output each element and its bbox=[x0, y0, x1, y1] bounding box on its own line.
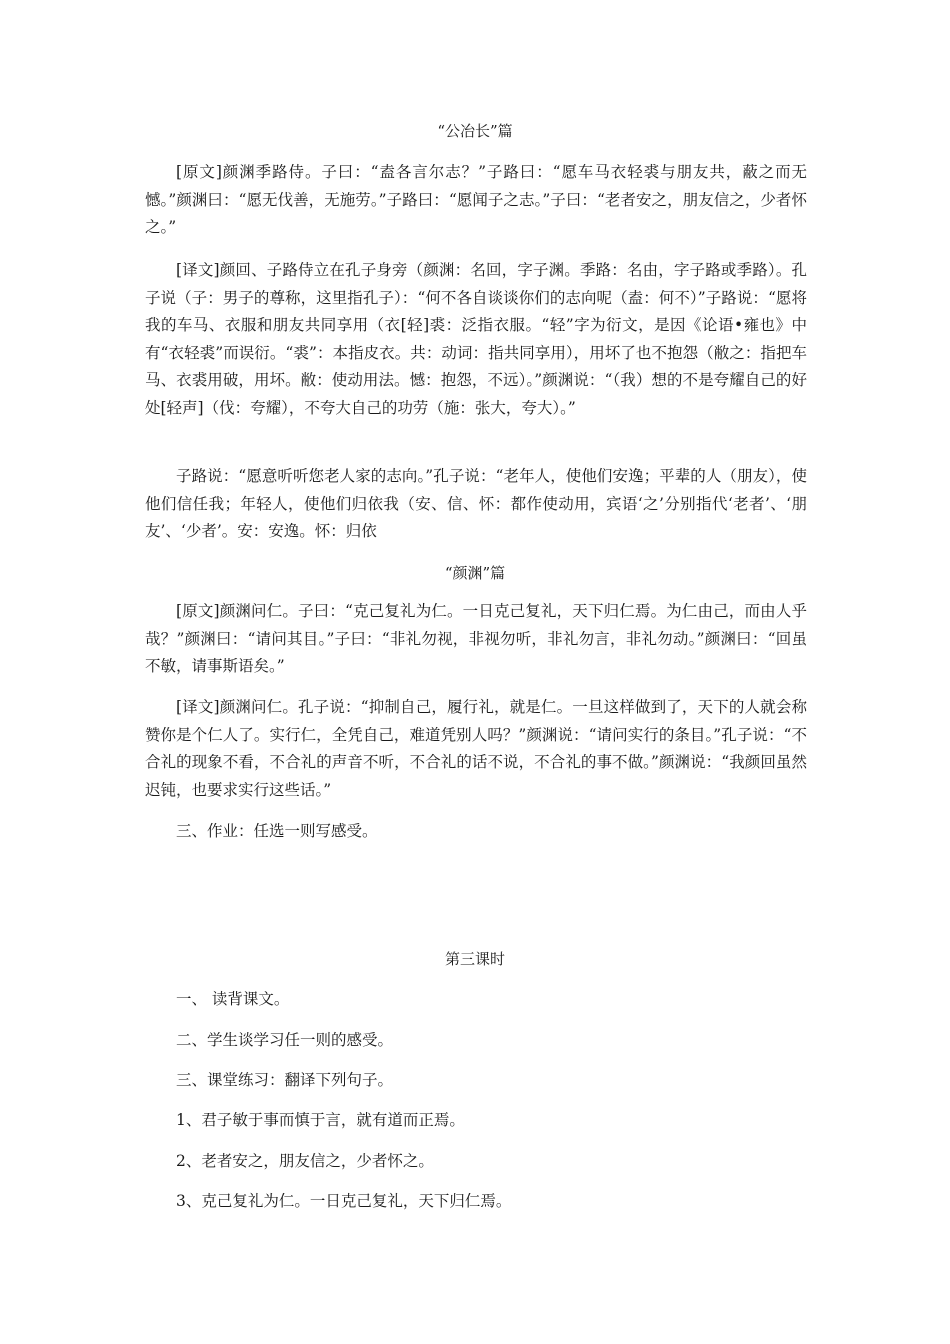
section-title-gongyechang: “公冶长”篇 bbox=[437, 122, 513, 140]
lesson-three-title: 第三课时 bbox=[444, 950, 505, 968]
original-text-yanyuan: [原文]颜渊问仁。子曰：“克己复礼为仁。一日克己复礼，天下归仁焉。为仁由己，而由人乎哉？”颜渊曰：“请问其目。”子曰：“非礼勿视，非视勿听，非礼勿言，非礼勿动。”颜渊曰：“回虽不敏，请事斯语矣。” bbox=[145, 602, 807, 675]
list-item: 3、克己复礼为仁。一日克己复礼，天下归仁焉。 bbox=[176, 1192, 512, 1210]
translation-continued-gongyechang: 子路说：“愿意听听您老人家的志向。”孔子说：“老年人，使他们安逸；平辈的人（朋友），使他们信任我；年轻人，使他们归依我（安、信、怀：都作使动用，宾语‘之’分别指代‘老者’、‘朋友’、‘少者’。安：安逸。怀：归依 bbox=[145, 467, 807, 540]
list-item: 一、 读背课文。 bbox=[176, 990, 290, 1008]
section-title-yanyuan: “颜渊”篇 bbox=[444, 564, 506, 582]
list-item: 三、课堂练习：翻译下列句子。 bbox=[176, 1071, 394, 1089]
translation-text-yanyuan: [译文]颜渊问仁。孔子说：“抑制自己，履行礼，就是仁。一旦这样做到了，天下的人就会称赞你是个仁人了。实行仁，全凭自己，难道凭别人吗？”颜渊说：“请问实行的条目。”孔子说：“不合礼的现象不看，不合礼的声音不听，不合礼的话不说，不合礼的事不做。”颜渊说：“我颜回虽然迟钝，也要求实行这些话。” bbox=[145, 698, 807, 799]
list-item: 2、老者安之，朋友信之，少者怀之。 bbox=[176, 1152, 434, 1170]
list-item: 二、学生谈学习任一则的感受。 bbox=[176, 1031, 394, 1049]
translation-text-gongyechang: [译文]颜回、子路侍立在孔子身旁（颜渊：名回，字子渊。季路：名由，字子路或季路）。孔子说（子：男子的尊称，这里指孔子）：“何不各自谈谈你们的志向呢（盍：何不）”子路说：“愿将我的车马、衣服和朋友共同享用（衣[轻]裘：泛指衣服。“轻”字为衍文，是因《论语•雍也》中有“衣轻裘”而误衍。“裘”：本指皮衣。共：动词：指共同享用），用坏了也不抱怨（敝之：指把车马、衣裘用破，用坏。敝：使动用法。憾：抱怨，不远）。”颜渊说：“（我）想的不是夸耀自己的好处[轻声]（伐：夸耀），不夸大自己的功劳（施：张大，夸大）。” bbox=[145, 261, 807, 417]
list-item: 1、君子敏于事而慎于言，就有道而正焉。 bbox=[176, 1111, 465, 1129]
homework-line: 三、作业：任选一则写感受。 bbox=[176, 822, 378, 840]
original-text-gongyechang: [原文]颜渊季路侍。子曰：“盍各言尔志？”子路曰：“愿车马衣轻裘与朋友共，蔽之而无憾。”颜渊曰：“愿无伐善，无施劳。”子路曰：“愿闻子之志。”子曰：“老者安之，朋友信之，少者怀之。” bbox=[145, 163, 807, 236]
